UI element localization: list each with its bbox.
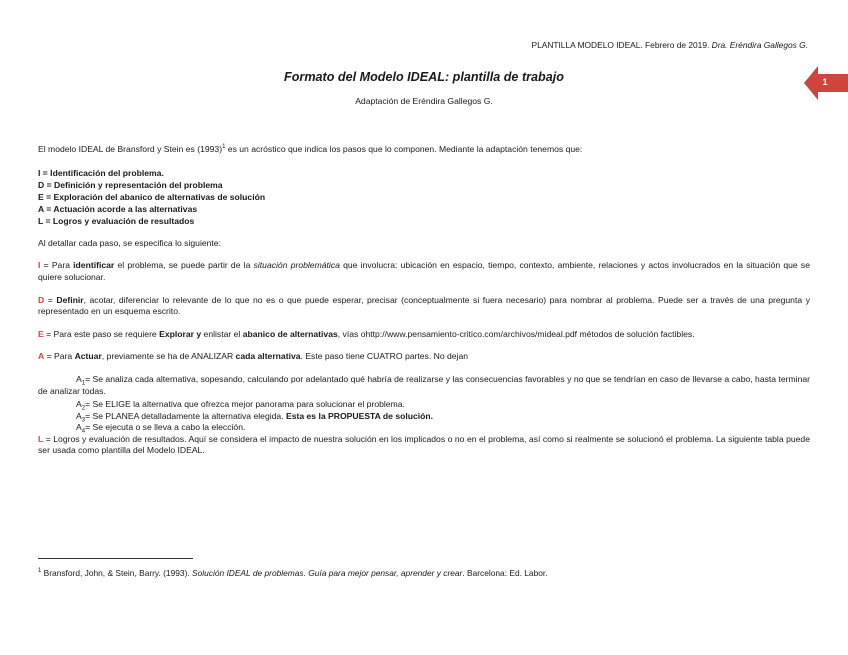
substep-text: = Se ELIGE la alternativa que ofrezca mejor panorama para solucionar el problema.	[85, 399, 405, 410]
footnote-divider	[38, 558, 193, 559]
substep-index: 3	[81, 417, 86, 424]
step-text: , previamente se ha de ANALIZAR	[101, 351, 236, 362]
step-text: = Logros y evaluación de resultados. Aquí se considera el impacto de nuestra solución en los implicados o no en el problema, así como si realmente se solucionó el problema. La siguiente tabla puede ser usada como plantilla del Modelo IDEAL.	[38, 433, 810, 456]
substep-index: 4	[81, 429, 86, 435]
step-l-paragraph	[38, 434, 810, 457]
lead-in-text: Al detallar cada paso, se especifica lo siguiente:	[38, 237, 221, 248]
substep-text: = Se ejecuta o se lleva a cabo la elección.	[85, 422, 246, 433]
footnote-authors: Bransford, John, & Stein, Barry. (1993).	[41, 568, 193, 578]
substep-index: 1	[81, 380, 86, 387]
step-keyword: cada alternativa	[235, 351, 301, 362]
step-d-paragraph	[38, 295, 810, 318]
footnote-publisher: . Barcelona: Ed. Labor.	[462, 568, 548, 578]
running-header	[531, 40, 808, 51]
list-item: D = Definición y representación del problema	[38, 179, 223, 190]
step-keyword: Explorar y	[159, 328, 202, 339]
substep-a4	[38, 422, 810, 434]
step-keyword: Actuar	[74, 351, 102, 362]
step-text: , acotar, diferenciar lo relevante de lo que no es o que puede esperar, precisar (conceptualmente si fuera necesario) para nombrar al problema. Puede ser a través de una pregunta y representado en un esquema escrito.	[38, 294, 810, 317]
document-title: Formato del Modelo IDEAL: plantilla de trabajo	[284, 70, 564, 84]
footnote	[38, 568, 810, 579]
step-text: = Para	[40, 260, 74, 271]
step-text: . Este paso tiene CUATRO partes. No dejan	[300, 351, 469, 362]
substep-label: A	[76, 410, 82, 421]
acronym-list	[38, 167, 810, 227]
page-number: 1	[822, 77, 828, 87]
step-letter: A	[38, 351, 45, 362]
step-i-paragraph	[38, 260, 810, 283]
substep-text: = Se PLANEA detalladamente la alternativa elegida.	[85, 410, 286, 421]
footnote-ref: 1	[222, 144, 226, 151]
substep-a2	[38, 399, 810, 411]
substep-label: A	[76, 422, 82, 433]
step-text: =	[44, 294, 57, 305]
substep-label: A	[76, 373, 82, 384]
step-letter: I	[38, 260, 41, 271]
step-letter: E	[38, 328, 44, 339]
header-title: PLANTILLA MODELO IDEAL. Febrero de 2019.	[531, 40, 710, 50]
step-keyword: abanico de alternativas	[242, 328, 338, 339]
step-text: , vías ohttp://www.pensamiento-critico.com/archivos/mideal.pdf métodos de solución factibles.	[337, 328, 695, 339]
substep-a3	[38, 411, 810, 423]
list-item: A = Actuación acorde a las alternativas	[38, 203, 198, 214]
list-item: L = Logros y evaluación de resultados	[38, 215, 195, 226]
step-e-paragraph	[38, 329, 810, 341]
step-text: enlistar el	[201, 328, 243, 339]
substep-index: 2	[81, 405, 86, 412]
step-text: = Para	[44, 351, 75, 362]
footnote-number: 1	[38, 568, 42, 575]
list-item: E = Exploración del abanico de alternativas de solución	[38, 191, 266, 202]
substep-a1	[38, 374, 810, 397]
step-emphasis: situación problemática	[253, 260, 340, 271]
footnote-book-title: Solución IDEAL de problemas. Guía para mejor pensar, aprender y crear	[192, 568, 463, 578]
substep-text: = Se analiza cada alternativa, sopesando, calculando por adelantado qué habría de realizarse y las consecuencias favorables y no que se tendrían en caso de llevarse a cabo, hasta terminar de analizar todas.	[38, 373, 810, 396]
document-subtitle: Adaptación de Eréndira Gallegos G.	[355, 96, 493, 106]
intro-text-cont: es un acróstico que indica los pasos que lo componen. Mediante la adaptación tenemos que:	[225, 144, 583, 154]
substep-label: A	[76, 399, 82, 410]
step-text: que involucra: ubicación en espacio, tiempo, contexto, ambiente, relaciones y actos involucrados en la situación que se quiere solucionar.	[38, 260, 810, 282]
document-body	[38, 144, 810, 457]
step-keyword: identificar	[73, 260, 115, 271]
header-author: Dra. Eréndira Gallegos G.	[711, 40, 808, 50]
intro-text: El modelo IDEAL de Bransford y Stein es (1993)	[38, 144, 223, 154]
list-item: I = Identificación del problema.	[38, 167, 164, 178]
step-a-paragraph	[38, 351, 810, 363]
step-letter: D	[38, 294, 45, 305]
substep-emphasis: Esta es la PROPUESTA de solución.	[285, 410, 434, 421]
step-text: el problema, se puede partir de la	[114, 260, 254, 271]
step-letter: L	[38, 433, 44, 444]
intro-paragraph	[38, 144, 810, 156]
step-keyword: Definir	[56, 294, 84, 305]
step-text: = Para este paso se requiere	[43, 328, 160, 339]
